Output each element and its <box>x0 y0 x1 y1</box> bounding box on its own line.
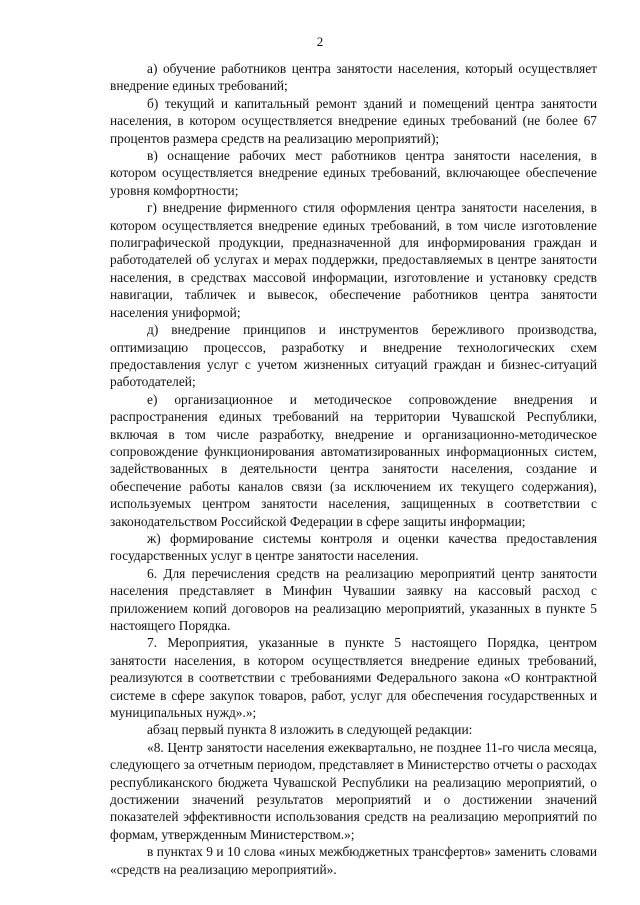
document-body <box>110 60 597 878</box>
paragraph-item-zh: ж) формирование системы контроля и оценки качества предоставления государственных услуг в центре занятости населения. <box>110 530 597 564</box>
paragraph-amendment-intro: абзац первый пункта 8 изложить в следующей редакции: <box>147 722 473 738</box>
paragraph-clause-8: «8. Центр занятости населения ежеквартально, не позднее 11-го числа месяца, следующего за отчетным периодом, представляет в Министерство отчеты о расходах республиканского бюджета Чувашской Республики на реализацию мероприятий, о достижении значений результатов мероприятий и о достижении значений показателей эффективности использования средств на реализацию мероприятий по формам, утвержденным Министерством.»; <box>110 739 597 842</box>
paragraph-item-a: а) обучение работников центра занятости населения, который осуществляет внедрение единых требований; <box>110 61 597 94</box>
paragraph-amendment-9-10: в пунктах 9 и 10 слова «иных межбюджетных трансфертов» заменить словами «средств на реализацию мероприятий». <box>110 844 597 877</box>
paragraph-item-v: в) оснащение рабочих мест работников центра занятости населения, в котором осуществляется внедрение единых требований, включающее обеспечение уровня комфортности; <box>110 148 597 198</box>
paragraph-clause-7: 7. Мероприятия, указанные в пункте 5 настоящего Порядка, центром занятости населения, в котором осуществляется внедрение единых требований, реализуются в соответствии с требованиями Федерального закона «О контрактной системе в сфере закупок товаров, работ, услуг для обеспечения государственных и муниципальных нужд».»; <box>110 635 597 721</box>
paragraph-clause-6: 6. Для перечисления средств на реализацию мероприятий центр занятости населения представляет в Минфин Чувашии заявку на кассовый расход с приложением копий договоров на реализацию мероприятий, указанных в пункте 5 настоящего Порядка. <box>110 565 597 633</box>
page-number: 2 <box>316 34 324 49</box>
paragraph-item-d: д) внедрение принципов и инструментов бережливого производства, оптимизацию процессов, разработку и внедрение технологических схем предоставления услуг с учетом жизненных ситуаций граждан и бизнес-ситуаций работодателей; <box>110 322 597 390</box>
paragraph-item-g: г) внедрение фирменного стиля оформления центра занятости населения, в котором осуществляется внедрение единых требований, в том числе изготовление полиграфической продукции, предназначенной для информирования граждан и работодателей об услугах и мерах поддержки, предоставляемых в центре занятости населения, в средствах массовой информации, изготовление и установку средств навигации, табличек и вывесок, обеспечение работников центра занятости населения униформой; <box>110 200 597 320</box>
paragraph-item-b: б) текущий и капитальный ремонт зданий и помещений центра занятости населения, в котором осуществляется внедрение единых требований (не более 67 процентов размера средств на реализацию мероприятий); <box>110 95 597 146</box>
paragraph-item-e: е) организационное и методическое сопровождение внедрения и распространения единых требований на территории Чувашской Республики, включая в том числе разработку, внедрение и организационно-методическое сопровождение функционирования автоматизированных информационных систем, задействованных в деятельности центра занятости населения, создание и обеспечение работы каналов связи (за исключением их текущего содержания), используемых центром занятости населения, защищенных в соответствии с законодательством Российской Федерации в сфере защиты информации; <box>110 391 597 529</box>
